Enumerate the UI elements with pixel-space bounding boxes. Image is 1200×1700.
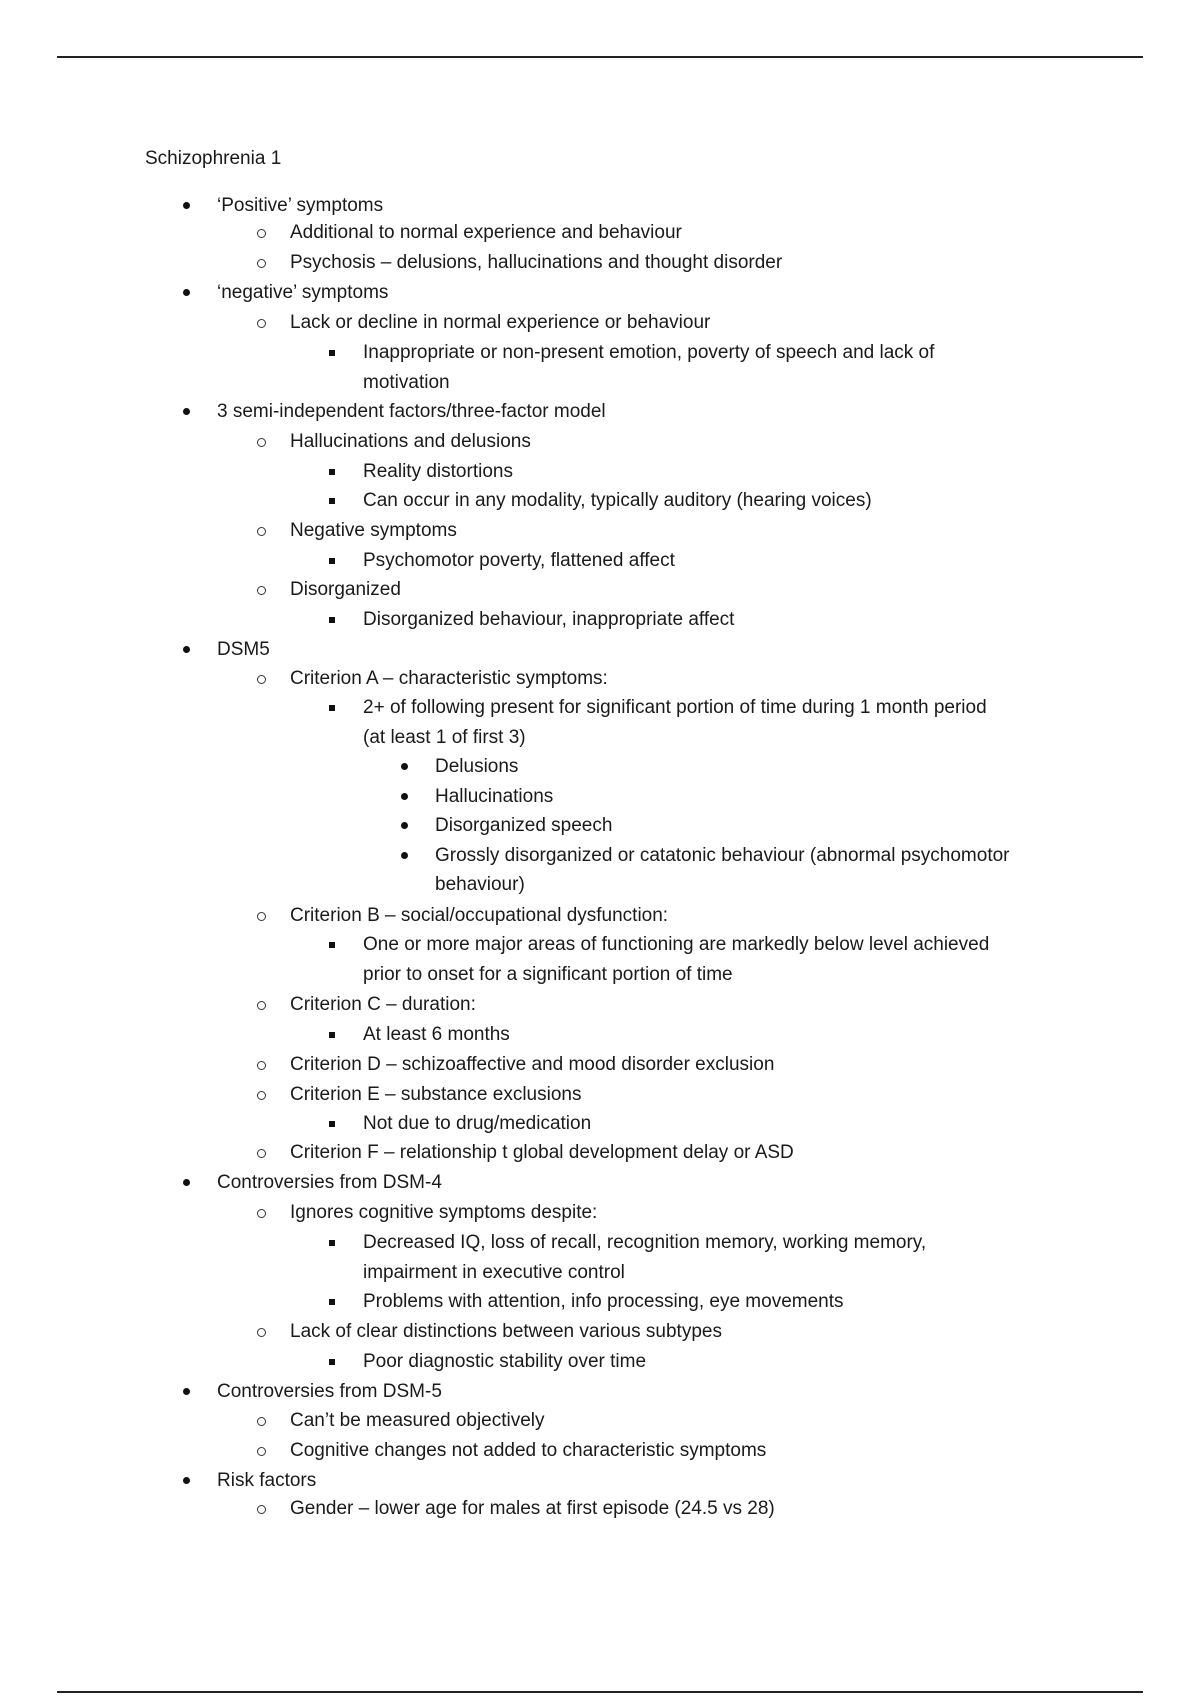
list-item: Controversies from DSM-4 (217, 1172, 442, 1193)
bullet-circle-icon (257, 1149, 266, 1158)
list-item: Delusions (435, 756, 519, 777)
bullet-dot-icon (401, 822, 408, 829)
list-item: Can’t be measured objectively (290, 1410, 545, 1431)
bullet-circle-icon (257, 259, 266, 268)
list-item: One or more major areas of functioning are markedly below level achieved (363, 934, 990, 955)
list-item: Hallucinations and delusions (290, 431, 531, 452)
list-item: Disorganized behaviour, inappropriate affect (363, 609, 735, 630)
list-item: Lack of clear distinctions between various subtypes (290, 1321, 722, 1342)
bullet-circle-icon (257, 527, 266, 536)
list-item: Psychosis – delusions, hallucinations and thought disorder (290, 252, 783, 273)
list-item: Criterion E – substance exclusions (290, 1084, 582, 1105)
list-item: Can occur in any modality, typically auditory (hearing voices) (363, 490, 872, 511)
list-item: Psychomotor poverty, flattened affect (363, 550, 675, 571)
bullet-dot-icon (183, 646, 190, 653)
list-item: Criterion F – relationship t global development delay or ASD (290, 1142, 794, 1163)
bullet-dot-icon (183, 408, 190, 415)
bullet-square-icon (329, 1359, 335, 1365)
list-item: 2+ of following present for significant portion of time during 1 month period (363, 697, 987, 718)
bullet-circle-icon (257, 438, 266, 447)
bullet-square-icon (329, 942, 335, 948)
bullet-circle-icon (257, 1209, 266, 1218)
list-item: Criterion C – duration: (290, 994, 476, 1015)
list-item: Disorganized speech (435, 815, 613, 836)
bullet-dot-icon (183, 1388, 190, 1395)
list-item: DSM5 (217, 639, 270, 660)
list-item: Gender – lower age for males at first episode (24.5 vs 28) (290, 1498, 775, 1519)
list-item: Inappropriate or non-present emotion, poverty of speech and lack of (363, 342, 935, 363)
bullet-circle-icon (257, 1328, 266, 1337)
list-item: Ignores cognitive symptoms despite: (290, 1202, 598, 1223)
list-item: Grossly disorganized or catatonic behaviour (abnormal psychomotor (435, 845, 1010, 866)
bullet-square-icon (329, 498, 335, 504)
bullet-square-icon (329, 1121, 335, 1127)
bullet-dot-icon (183, 289, 190, 296)
list-item: Controversies from DSM-5 (217, 1381, 442, 1402)
bullet-square-icon (329, 558, 335, 564)
bullet-circle-icon (257, 1061, 266, 1070)
bullet-circle-icon (257, 1417, 266, 1426)
list-item: Criterion A – characteristic symptoms: (290, 668, 608, 689)
list-item: Criterion B – social/occupational dysfunction: (290, 905, 669, 926)
bullet-square-icon (329, 705, 335, 711)
list-item: Hallucinations (435, 786, 554, 807)
bullet-circle-icon (257, 1001, 266, 1010)
list-item: At least 6 months (363, 1024, 510, 1045)
bullet-circle-icon (257, 1447, 266, 1456)
header-rule (57, 56, 1143, 58)
bullet-circle-icon (257, 675, 266, 684)
list-item: Cognitive changes not added to characteristic symptoms (290, 1440, 767, 1461)
bullet-dot-icon (401, 852, 408, 859)
list-item-continuation: (at least 1 of first 3) (363, 727, 526, 748)
bullet-circle-icon (257, 319, 266, 328)
bullet-square-icon (329, 469, 335, 475)
footer-rule (57, 1691, 1143, 1693)
page-title: Schizophrenia 1 (145, 148, 282, 169)
list-item: Disorganized (290, 579, 401, 600)
bullet-circle-icon (257, 586, 266, 595)
list-item: Risk factors (217, 1470, 317, 1491)
bullet-circle-icon (257, 229, 266, 238)
bullet-dot-icon (183, 202, 190, 209)
list-item: Reality distortions (363, 461, 513, 482)
bullet-dot-icon (183, 1477, 190, 1484)
list-item: Additional to normal experience and behaviour (290, 222, 682, 243)
bullet-square-icon (329, 1032, 335, 1038)
bullet-dot-icon (183, 1179, 190, 1186)
bullet-square-icon (329, 1240, 335, 1246)
list-item: Not due to drug/medication (363, 1113, 592, 1134)
list-item: Decreased IQ, loss of recall, recognition memory, working memory, (363, 1232, 927, 1253)
list-item-continuation: prior to onset for a significant portion of time (363, 964, 733, 985)
list-item-continuation: behaviour) (435, 874, 525, 895)
list-item: Negative symptoms (290, 520, 457, 541)
list-item: Problems with attention, info processing, eye movements (363, 1291, 844, 1312)
list-item: 3 semi-independent factors/three-factor model (217, 401, 606, 422)
list-item: ‘Positive’ symptoms (217, 195, 384, 216)
bullet-square-icon (329, 1299, 335, 1305)
bullet-circle-icon (257, 1505, 266, 1514)
list-item: Lack or decline in normal experience or behaviour (290, 312, 711, 333)
list-item: Criterion D – schizoaffective and mood disorder exclusion (290, 1054, 775, 1075)
bullet-dot-icon (401, 763, 408, 770)
list-item-continuation: impairment in executive control (363, 1262, 625, 1283)
bullet-circle-icon (257, 1091, 266, 1100)
bullet-square-icon (329, 350, 335, 356)
list-item: Poor diagnostic stability over time (363, 1351, 647, 1372)
bullet-dot-icon (401, 793, 408, 800)
bullet-circle-icon (257, 912, 266, 921)
bullet-square-icon (329, 617, 335, 623)
list-item: ‘negative’ symptoms (217, 282, 389, 303)
list-item-continuation: motivation (363, 372, 450, 393)
